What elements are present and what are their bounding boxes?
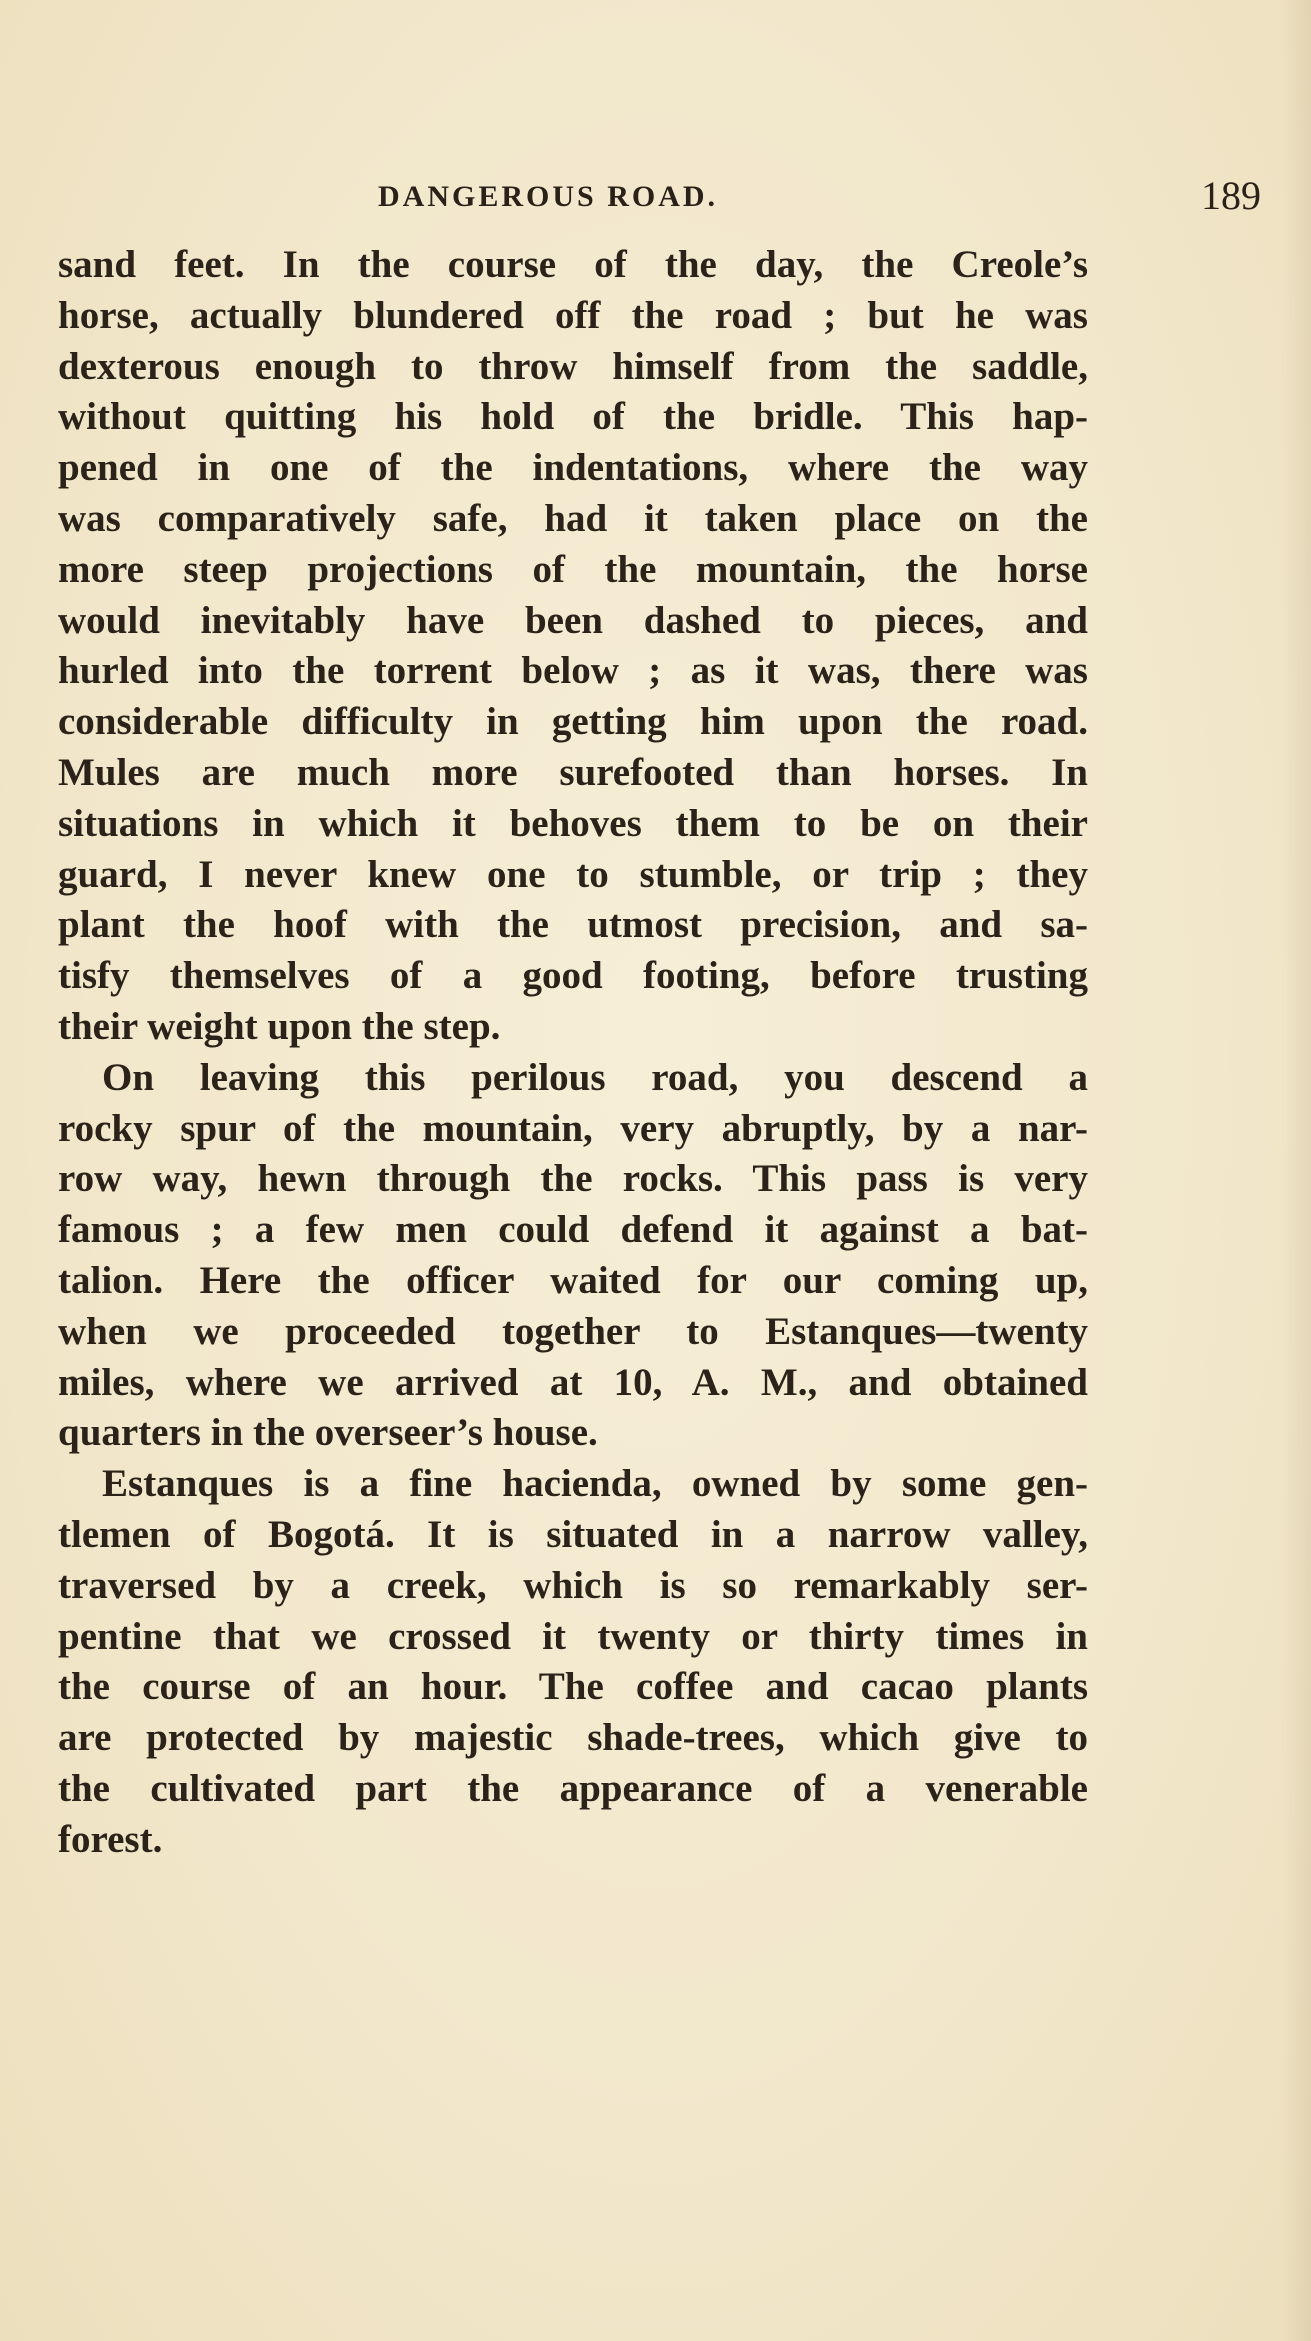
- text-line: plant the hoof with the utmost precision, and sa-: [58, 903, 1088, 947]
- text-line: Mules are much more surefooted than horses. In: [58, 750, 1088, 794]
- text-line: forest.: [58, 1817, 163, 1861]
- text-line: the course of an hour. The coffee and cacao plants: [58, 1665, 1088, 1709]
- text-line: without quitting his hold of the bridle. This hap-: [58, 395, 1088, 439]
- text-line: situations in which it behoves them to be on their: [58, 801, 1088, 845]
- text-line: was comparatively safe, had it taken place on the: [58, 496, 1088, 540]
- page-edge-shadow: [1281, 0, 1311, 2341]
- text-line: dexterous enough to throw himself from the saddle,: [58, 344, 1088, 388]
- text-line: hurled into the torrent below ; as it was, there was: [58, 649, 1088, 693]
- running-head-title: DANGEROUS ROAD.: [378, 180, 719, 213]
- text-line: Estanques is a fine hacienda, owned by some gen-: [102, 1462, 1088, 1506]
- text-line: sand feet. In the course of the day, the Creole’s: [58, 243, 1088, 286]
- body-text: [58, 240, 1088, 1866]
- text-line: tisfy themselves of a good footing, before trusting: [58, 954, 1088, 998]
- text-line: miles, where we arrived at 10, A. M., and obtained: [58, 1360, 1088, 1404]
- running-head: [0, 168, 1311, 228]
- text-line: are protected by majestic shade-trees, which give to: [58, 1716, 1088, 1760]
- text-line: On leaving this perilous road, you descend a: [102, 1055, 1088, 1099]
- text-line: row way, hewn through the rocks. This pass is very: [58, 1157, 1088, 1201]
- text-line: tlemen of Bogotá. It is situated in a narrow valley,: [58, 1512, 1088, 1556]
- text-line: would inevitably have been dashed to pieces, and: [58, 598, 1088, 642]
- text-line: when we proceeded together to Estanques—twenty: [58, 1309, 1088, 1353]
- text-line: considerable difficulty in getting him upon the road.: [58, 700, 1088, 744]
- text-line: their weight upon the step.: [58, 1004, 501, 1048]
- text-line: horse, actually blundered off the road ; but he was: [58, 293, 1088, 337]
- page-number: 189: [1201, 173, 1261, 218]
- text-line: famous ; a few men could defend it against a bat-: [58, 1208, 1088, 1252]
- text-line: more steep projections of the mountain, the horse: [58, 547, 1088, 591]
- text-line: pentine that we crossed it twenty or thirty times in: [58, 1614, 1088, 1658]
- text-line: talion. Here the officer waited for our coming up,: [58, 1258, 1088, 1302]
- text-line: the cultivated part the appearance of a venerable: [58, 1766, 1088, 1810]
- text-line: traversed by a creek, which is so remarkably ser-: [58, 1563, 1088, 1607]
- text-line: rocky spur of the mountain, very abruptly, by a nar-: [58, 1106, 1088, 1150]
- text-line: pened in one of the indentations, where the way: [58, 446, 1088, 490]
- text-line: guard, I never knew one to stumble, or trip ; they: [58, 852, 1088, 896]
- text-line: quarters in the overseer’s house.: [58, 1411, 598, 1455]
